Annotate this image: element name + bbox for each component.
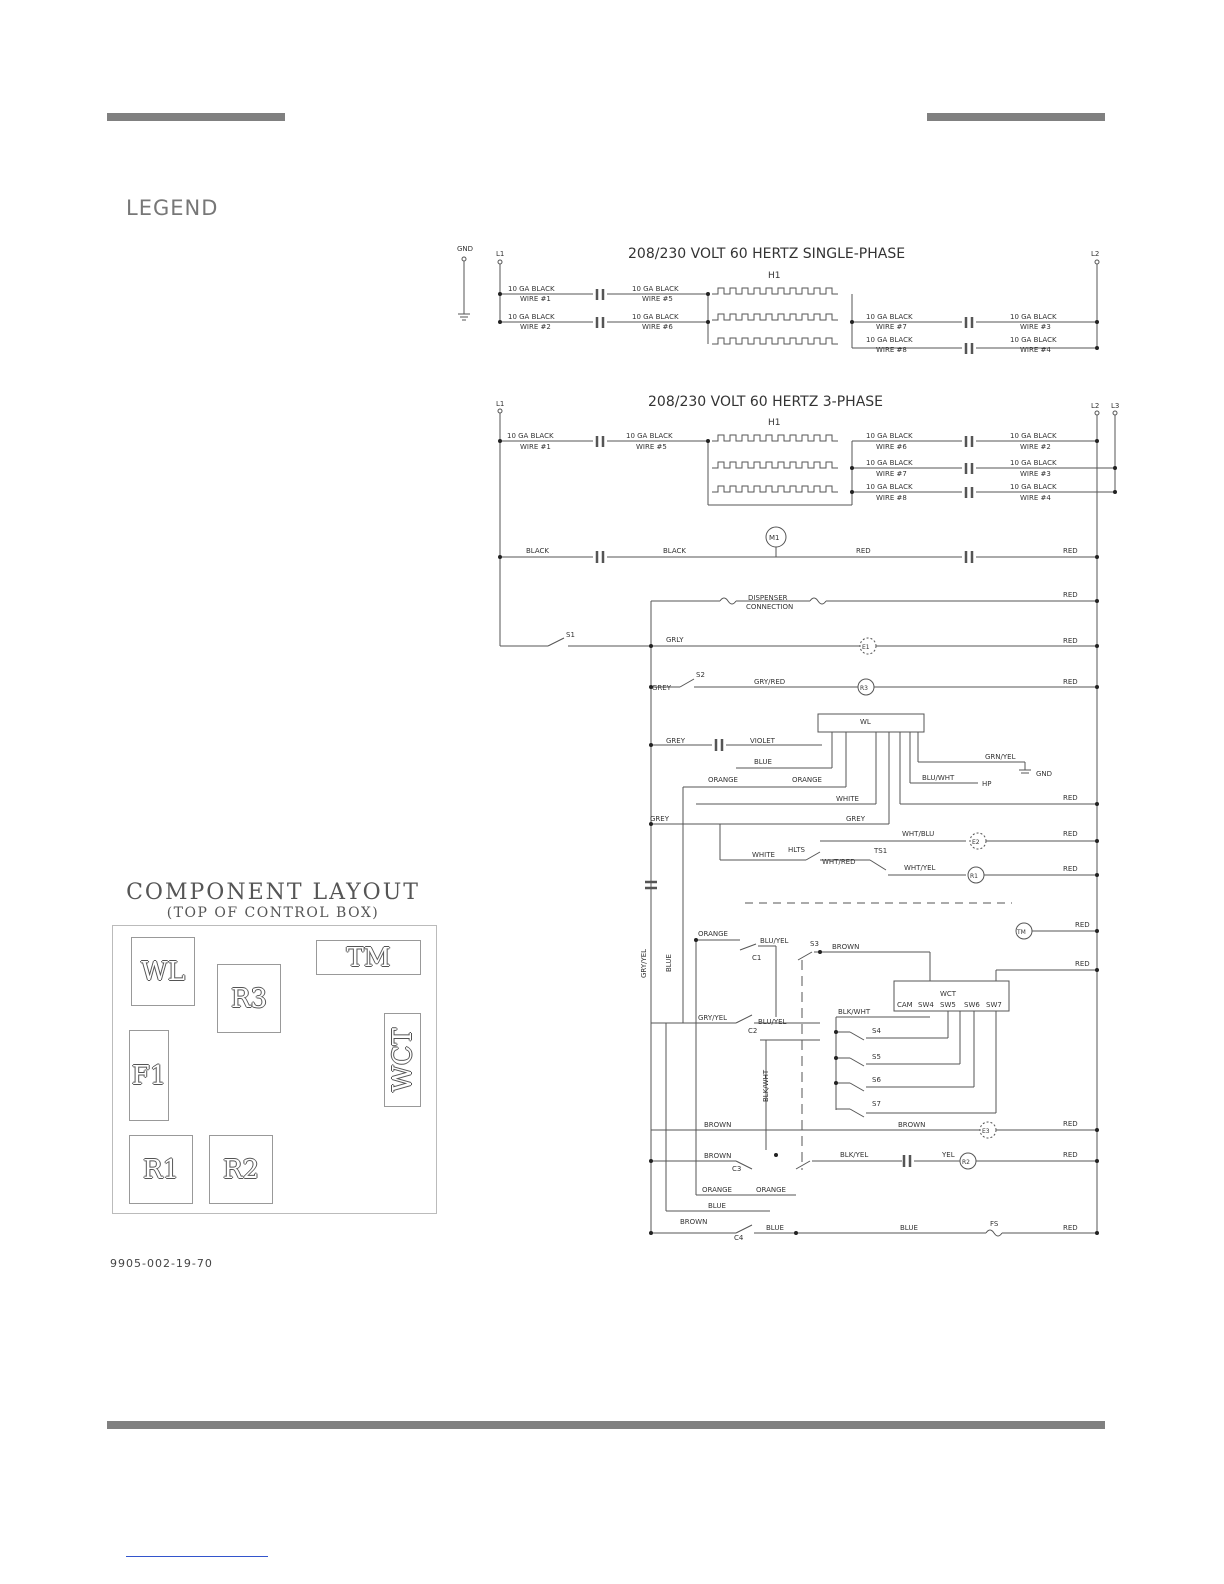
svg-text:HLTS: HLTS xyxy=(788,846,805,854)
svg-text:10 GA BLACK: 10 GA BLACK xyxy=(866,459,913,467)
svg-text:GRN/YEL: GRN/YEL xyxy=(985,753,1016,761)
single-phase-diagram xyxy=(457,245,1099,354)
svg-text:CONNECTION: CONNECTION xyxy=(746,603,794,611)
svg-text:WIRE #2: WIRE #2 xyxy=(1020,443,1051,451)
water-level-wl-box xyxy=(818,714,924,732)
svg-text:E1: E1 xyxy=(862,644,870,651)
svg-text:RED: RED xyxy=(1063,1224,1078,1232)
svg-text:ORANGE: ORANGE xyxy=(702,1186,732,1194)
l2-label: L2 xyxy=(1091,250,1100,258)
svg-text:C1: C1 xyxy=(752,954,762,962)
svg-text:WIRE #2: WIRE #2 xyxy=(520,323,551,331)
svg-text:BROWN: BROWN xyxy=(898,1121,926,1129)
svg-text:RED: RED xyxy=(1063,591,1078,599)
svg-text:C4: C4 xyxy=(734,1234,744,1242)
svg-text:BLACK: BLACK xyxy=(526,547,550,555)
component-r1: R1 xyxy=(129,1135,193,1204)
component-f1: F1 xyxy=(129,1030,169,1121)
svg-text:10 GA BLACK: 10 GA BLACK xyxy=(508,313,555,321)
svg-text:WIRE #5: WIRE #5 xyxy=(636,443,667,451)
svg-text:WL: WL xyxy=(860,718,871,726)
svg-text:S7: S7 xyxy=(872,1100,881,1108)
svg-text:10 GA BLACK: 10 GA BLACK xyxy=(632,313,679,321)
svg-text:10 GA BLACK: 10 GA BLACK xyxy=(626,432,673,440)
svg-text:WHT/BLU: WHT/BLU xyxy=(902,830,935,838)
svg-text:BLK/WHT: BLK/WHT xyxy=(838,1008,871,1016)
svg-text:BLU/YEL: BLU/YEL xyxy=(760,937,789,945)
svg-text:WIRE #4: WIRE #4 xyxy=(1020,346,1051,354)
svg-text:RED: RED xyxy=(1063,1120,1078,1128)
svg-text:R1: R1 xyxy=(970,873,978,880)
svg-text:RED: RED xyxy=(1063,830,1078,838)
svg-text:WHITE: WHITE xyxy=(836,795,859,803)
svg-text:WIRE #4: WIRE #4 xyxy=(1020,494,1051,502)
svg-text:BLU/WHT: BLU/WHT xyxy=(922,774,955,782)
svg-text:BROWN: BROWN xyxy=(704,1121,732,1129)
svg-text:10 GA BLACK: 10 GA BLACK xyxy=(1010,483,1057,491)
svg-text:S1: S1 xyxy=(566,631,575,639)
svg-text:10 GA BLACK: 10 GA BLACK xyxy=(632,285,679,293)
svg-text:CAM: CAM xyxy=(897,1001,913,1009)
svg-text:ORANGE: ORANGE xyxy=(708,776,738,784)
svg-text:L2: L2 xyxy=(1091,402,1100,410)
svg-text:WIRE #8: WIRE #8 xyxy=(876,494,907,502)
l1-label: L1 xyxy=(496,250,505,258)
svg-text:10 GA BLACK: 10 GA BLACK xyxy=(1010,459,1057,467)
svg-text:SW4: SW4 xyxy=(918,1001,934,1009)
svg-text:R3: R3 xyxy=(860,685,868,692)
svg-text:L1: L1 xyxy=(496,400,505,408)
svg-text:RED: RED xyxy=(1063,547,1078,555)
component-wct: WCT xyxy=(384,1013,421,1107)
svg-text:H1: H1 xyxy=(768,418,781,428)
svg-text:WIRE #7: WIRE #7 xyxy=(876,470,907,478)
component-layout-subtitle: (TOP OF CONTROL BOX) xyxy=(166,905,380,921)
svg-text:BLUE: BLUE xyxy=(754,758,772,766)
svg-text:RED: RED xyxy=(1063,794,1078,802)
component-wl: WL xyxy=(131,937,195,1006)
svg-text:BLACK: BLACK xyxy=(663,547,687,555)
svg-text:RED: RED xyxy=(1063,865,1078,873)
svg-text:E3: E3 xyxy=(982,1128,990,1135)
svg-text:ORANGE: ORANGE xyxy=(698,930,728,938)
svg-text:10 GA BLACK: 10 GA BLACK xyxy=(866,313,913,321)
svg-text:BLUE: BLUE xyxy=(766,1224,784,1232)
component-tm: TM xyxy=(316,940,421,975)
svg-text:BROWN: BROWN xyxy=(832,943,860,951)
svg-text:S2: S2 xyxy=(696,671,705,679)
three-phase-diagram xyxy=(496,394,1119,1233)
svg-text:10 GA BLACK: 10 GA BLACK xyxy=(1010,432,1057,440)
svg-text:WIRE #3: WIRE #3 xyxy=(1020,323,1051,331)
svg-text:VIOLET: VIOLET xyxy=(750,737,775,745)
document-number: 9905-002-19-70 xyxy=(110,1257,213,1270)
svg-text:BROWN: BROWN xyxy=(704,1152,732,1160)
svg-text:WIRE #5: WIRE #5 xyxy=(642,295,673,303)
component-r2: R2 xyxy=(209,1135,273,1204)
svg-text:GRLY: GRLY xyxy=(666,636,684,644)
svg-text:HP: HP xyxy=(982,780,992,788)
svg-text:GREY: GREY xyxy=(652,684,671,692)
svg-text:ORANGE: ORANGE xyxy=(756,1186,786,1194)
svg-text:GRY/YEL: GRY/YEL xyxy=(640,948,648,978)
control-circuit xyxy=(498,439,1117,1242)
svg-text:RED: RED xyxy=(1063,1151,1078,1159)
svg-text:10 GA BLACK: 10 GA BLACK xyxy=(508,285,555,293)
svg-text:10 GA BLACK: 10 GA BLACK xyxy=(1010,336,1057,344)
svg-text:RED: RED xyxy=(1063,678,1078,686)
svg-text:WHITE: WHITE xyxy=(752,851,775,859)
svg-text:GREY: GREY xyxy=(666,737,685,745)
three-phase-title: 208/230 VOLT 60 HERTZ 3-PHASE xyxy=(648,394,884,410)
svg-text:GRY/YEL: GRY/YEL xyxy=(698,1014,728,1022)
svg-text:SW5: SW5 xyxy=(940,1001,956,1009)
svg-text:M1: M1 xyxy=(769,534,780,542)
svg-text:WHT/YEL: WHT/YEL xyxy=(904,864,936,872)
component-r3: R3 xyxy=(217,964,281,1033)
svg-text:BLUE: BLUE xyxy=(665,954,673,972)
svg-text:S6: S6 xyxy=(872,1076,881,1084)
svg-text:WHT/RED: WHT/RED xyxy=(822,858,856,866)
svg-text:WIRE #7: WIRE #7 xyxy=(876,323,907,331)
svg-text:10 GA BLACK: 10 GA BLACK xyxy=(1010,313,1057,321)
single-phase-title: 208/230 VOLT 60 HERTZ SINGLE-PHASE xyxy=(628,246,906,262)
svg-text:L3: L3 xyxy=(1111,402,1120,410)
svg-text:GND: GND xyxy=(1036,770,1053,778)
svg-text:ORANGE: ORANGE xyxy=(792,776,822,784)
svg-text:BLUE: BLUE xyxy=(900,1224,918,1232)
svg-text:C2: C2 xyxy=(748,1027,758,1035)
svg-text:S3: S3 xyxy=(810,940,819,948)
svg-text:BROWN: BROWN xyxy=(680,1218,708,1226)
svg-text:FS: FS xyxy=(990,1220,999,1228)
svg-text:10 GA BLACK: 10 GA BLACK xyxy=(866,336,913,344)
svg-text:10 GA BLACK: 10 GA BLACK xyxy=(866,483,913,491)
svg-text:TM: TM xyxy=(1017,929,1026,936)
svg-text:WIRE #8: WIRE #8 xyxy=(876,346,907,354)
svg-text:BLU/YEL: BLU/YEL xyxy=(758,1018,787,1026)
svg-text:WIRE #1: WIRE #1 xyxy=(520,443,551,451)
svg-text:GRY/RED: GRY/RED xyxy=(754,678,786,686)
svg-text:BLUE: BLUE xyxy=(708,1202,726,1210)
svg-text:WIRE #6: WIRE #6 xyxy=(642,323,673,331)
svg-text:WIRE #6: WIRE #6 xyxy=(876,443,907,451)
svg-text:RED: RED xyxy=(1075,921,1090,929)
svg-text:TS1: TS1 xyxy=(874,847,888,855)
svg-text:BLK/YEL: BLK/YEL xyxy=(840,1151,869,1159)
svg-text:YEL: YEL xyxy=(942,1151,955,1159)
svg-text:GREY: GREY xyxy=(650,815,669,823)
svg-text:S4: S4 xyxy=(872,1027,881,1035)
component-layout-heading: COMPONENT LAYOUT xyxy=(126,880,420,905)
legend-title: LEGEND xyxy=(126,196,219,220)
svg-text:RED: RED xyxy=(1075,960,1090,968)
svg-text:RED: RED xyxy=(856,547,871,555)
svg-text:R2: R2 xyxy=(962,1159,970,1166)
svg-text:E2: E2 xyxy=(972,839,980,846)
svg-text:BLK/WHT: BLK/WHT xyxy=(762,1069,770,1102)
svg-text:S5: S5 xyxy=(872,1053,881,1061)
svg-text:WIRE #1: WIRE #1 xyxy=(520,295,551,303)
gnd-label: GND xyxy=(457,245,474,253)
svg-text:GREY: GREY xyxy=(846,815,865,823)
svg-text:RED: RED xyxy=(1063,637,1078,645)
svg-text:DISPENSER: DISPENSER xyxy=(748,594,788,602)
svg-text:H1: H1 xyxy=(768,271,781,281)
svg-text:C3: C3 xyxy=(732,1165,742,1173)
svg-text:WIRE #3: WIRE #3 xyxy=(1020,470,1051,478)
svg-text:SW7: SW7 xyxy=(986,1001,1002,1009)
svg-text:10 GA BLACK: 10 GA BLACK xyxy=(507,432,554,440)
svg-text:10 GA BLACK: 10 GA BLACK xyxy=(866,432,913,440)
svg-text:WCT: WCT xyxy=(940,990,957,998)
svg-text:SW6: SW6 xyxy=(964,1001,980,1009)
